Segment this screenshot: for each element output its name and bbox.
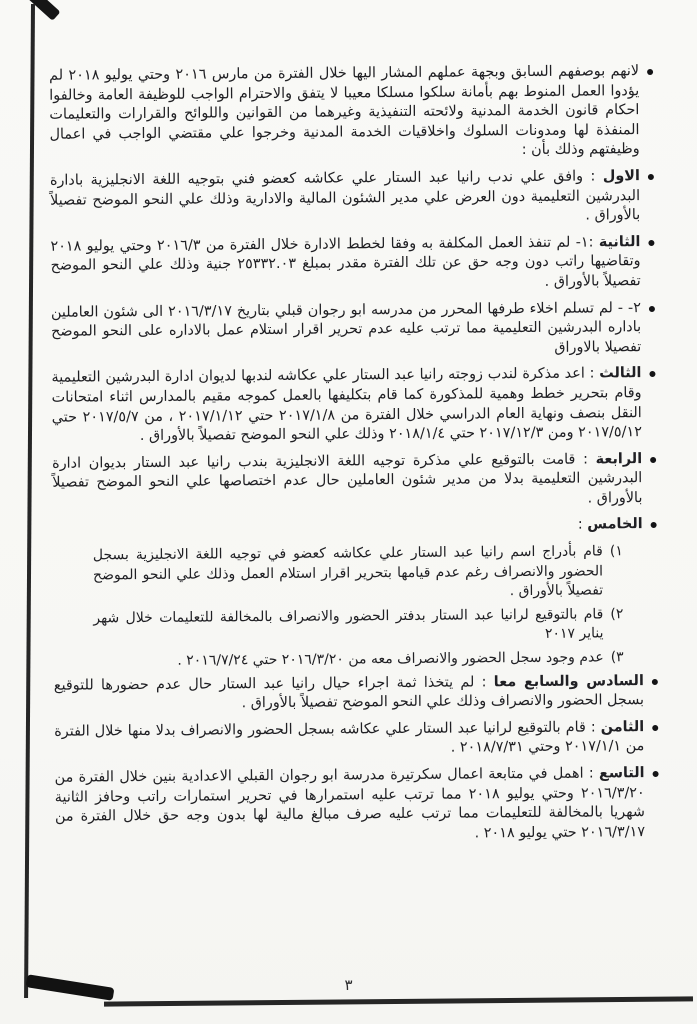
page-number: ٣ xyxy=(344,976,353,994)
bullet-icon xyxy=(648,174,654,180)
charge-text: : وافق علي ندب رانيا عبد الستار علي عكاشه كعضو فني بتوجيه اللغة الانجليزية بادارة البدرشين التعليمية دون العرض علي مدير الشئون المالية والادارية وذلك علي النحو الموضح تفصيلاً بالأوراق . xyxy=(49,168,641,224)
charge-item-5-sublist xyxy=(93,542,624,672)
sub-item-text: قام بأدراج اسم رانيا عبد الستار علي عكاشه كعضو في توجيه اللغة الانجليزية بسجل الحضور والانصراف رغم عدم قيامها بتحرير اقرار استلام العمل وذلك علي النحو الموضح تفصيلاً بالأوراق . xyxy=(92,543,604,600)
charge-label: الاول xyxy=(602,168,640,185)
charge-text: : لم يتخذا ثمة اجراء حيال رانيا عبد الستار حال عدم حضورها للتوقيع بسجل الحضور والانصراف وذلك علي النحو الموضح تفصيلاً بالأوراق . xyxy=(53,673,645,712)
bullet-icon xyxy=(649,306,655,312)
sub-item-1 xyxy=(93,542,623,605)
charge-text: : قام بالتوقيع لرانيا عبد الستار علي عكاشه بسجل الحضور والانصراف بدلا منها خلال الفترة من ٢٠١٧/١/١ وحتي ٢٠١٨/٧/٣١ . xyxy=(54,719,645,757)
charge-text: :١- لم تنفذ العمل المكلفة به وفقا لخطط الادارة خلال الفترة من ٢٠١٦/٣ وحتي يوليو ٢٠١٨ وتقاضيها راتب دون وجه حق عن تلك الفترة مقدر بمبلغ ٢٥٣٣٢.٠٣ جنية وذلك علي النحو الموضح تفصيلاً بالأوراق . xyxy=(50,234,641,290)
intro-text: لانهم بوصفهم السابق وبجهة عملهم المشار اليها خلال الفترة من مارس ٢٠١٦ وحتي يوليو ٢٠١٨ لم يؤدوا العمل المنوط بهم بأمانة سلكوا مسلكا معيبا لا يتفق والاحترام الواجب للوظيفة العامة وخالفوا احكام قانون الخدمة المدنية ولائحته التنفيذية وغيرهما من القوانين واللوائح والقرارات والتعليمات المنفذة لها ومدونات السلوك واخلاقيات الخدمة المدنية وخرجوا علي مقتضي الواجب في اعمال وظيفتهم وذلك بأن : xyxy=(49,63,640,159)
charge-text: : xyxy=(577,516,588,534)
sub-item-2 xyxy=(93,605,623,648)
charge-item-2b xyxy=(51,299,655,363)
charge-item-5-block xyxy=(53,515,658,672)
charge-item-5 xyxy=(53,515,657,539)
charge-label: الثالث xyxy=(599,365,642,382)
sub-item-marker: ١) xyxy=(609,543,623,560)
bullet-icon xyxy=(648,240,654,246)
bullet-icon xyxy=(651,522,657,528)
charge-label: السادس والسابع معا xyxy=(493,672,644,690)
charge-item-3 xyxy=(51,364,656,447)
bullet-icon xyxy=(652,679,658,685)
scan-edge-left xyxy=(24,4,35,998)
charge-label: التاسع xyxy=(598,765,645,782)
bullet-icon xyxy=(652,725,658,731)
bullet-icon xyxy=(650,457,656,463)
bullet-icon xyxy=(649,371,655,377)
sub-item-text: عدم وجود سجل الحضور والانصراف معه من ٢٠١٦/٣/٢٠ حتي ٢٠١٦/٧/٢٤ . xyxy=(177,649,604,669)
charge-text: : اهمل في متابعة اعمال سكرتيرة مدرسة ابو رجوان القبلي الاعدادية بنين خلال الفترة من ٢٠١٦/٣/٢٠ وحتي يوليو ٢٠١٨ مما ترتب عليه استمرارها في تحرير استمارات راتب وحافز الثانية شهريا بالمخالفة للتعليمات مما ترتب عليه صرف مبالغ مالية لها بدون وجه حق خلال الفترة من ٢٠١٦/٣/١٧ حتي يوليو ٢٠١٨ . xyxy=(54,765,646,842)
sub-item-marker: ٢) xyxy=(610,606,624,623)
charge-label: الثانية xyxy=(598,233,641,251)
sub-item-3 xyxy=(94,648,624,672)
charge-item-9 xyxy=(55,764,660,847)
charge-text: ٢- - لم تسلم اخلاء طرفها المحرر من مدرسه ابو رجوان قبلي بتاريخ ٢٠١٦/٣/١٧ الى شئون العاملين باداره البدرشين التعليمية مما ترتب عليه عدم تحرير اقرار استلام عمل بالاداره على النحو الموضح تفصيلا بالاوراق xyxy=(50,299,642,356)
charge-text: : قامت بالتوقيع علي مذكرة توجيه اللغة الانجليزية بندب رانيا عبد الستار بديوان ادارة البدرشين التعليمية بدلا من مدير شئون العاملين حال عدم اختصاصها علي النحو الموضح تفصيلاً بالأوراق . xyxy=(52,451,643,507)
charge-label: الخامس xyxy=(587,516,643,533)
charge-item-6-7 xyxy=(54,672,658,716)
charge-text: : اعد مذكرة لندب زوجته رانيا عبد الستار علي عكاشه لندبها لديوان ادارة البدرشين التعليمية وقام بتحرير خطط وهمية للمذكورة كما قام بتكليفها بالعمل كموجه مقيم بالمدارس اثناء امتحانات النقل بنصف ونهاية العام الدراسي خلال الفترة من ٢٠١٧/١/٨ حتي ٢٠١٧/١/١٢ ، من ٢٠١٧/٥/٧ حتي ٢٠١٧/٥/١٢ ومن ٢٠١٧/١٢/٣ حتي ٢٠١٨/١/٤ وذلك علي النحو الموضح تفصيلاً بالأوراق . xyxy=(51,365,642,445)
charge-label: الثامن xyxy=(600,718,645,736)
charge-item-8 xyxy=(54,718,658,762)
charge-item-2 xyxy=(50,233,654,297)
bullet-icon xyxy=(647,69,653,75)
charge-item-4 xyxy=(52,450,656,514)
sub-item-text: قام بالتوقيع لرانيا عبد الستار بدفتر الحضور والانصراف بالمخالفة للتعليمات خلال شهر يناير ٢٠١٧ xyxy=(93,606,604,643)
intro-paragraph xyxy=(49,62,654,165)
scan-edge-bottom xyxy=(104,996,693,1006)
charge-label: الرابعة xyxy=(595,450,643,468)
bullet-icon xyxy=(653,771,659,777)
charge-item-1 xyxy=(50,167,654,231)
document-body xyxy=(49,62,659,854)
sub-item-marker: ٣) xyxy=(610,649,624,666)
